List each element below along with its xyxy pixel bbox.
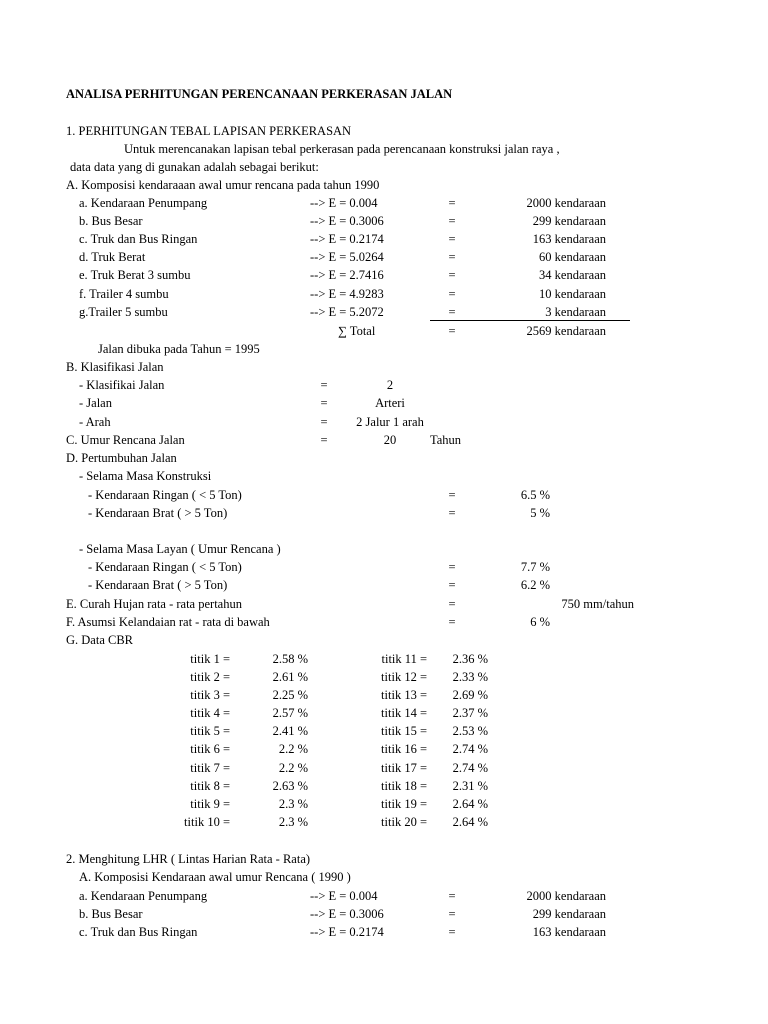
vehicle-label: b. Bus Besar [79,214,143,228]
equals-sign: = [448,214,456,228]
growth-value: 6.2 % [520,578,550,592]
cbr-point-label: titik 3 = [190,688,230,702]
equals-sign: = [448,578,456,592]
vehicle-count: 10 kendaraan [539,287,606,301]
equals-sign: = [448,488,456,502]
cbr-point-label: titik 16 = [381,742,427,756]
equals-sign: = [448,250,456,264]
road-class-value: 2 [386,378,394,392]
design-life-unit: Tahun [430,433,462,447]
cbr-point-label: titik 4 = [190,706,230,720]
section-b-title: B. Klasifikasi Jalan [66,360,164,374]
vehicle-count: 163 kendaraan [532,925,606,939]
cbr-point-label: titik 7 = [190,761,230,775]
equals-sign: = [448,615,456,629]
cbr-point-value: 2.33 % [452,670,488,684]
cbr-point-value: 2.61 % [272,670,308,684]
vehicle-count: 2000 kendaraan [526,196,606,210]
equals-sign: = [320,433,328,447]
section-g-title: G. Data CBR [66,633,134,647]
construction-period-title: - Selama Masa Konstruksi [79,469,212,483]
equals-sign: = [448,305,456,319]
vehicle-label: a. Kendaraan Penumpang [79,889,208,903]
cbr-point-label: titik 9 = [190,797,230,811]
vehicle-e-value: --> E = 0.2174 [310,925,384,939]
cbr-point-label: titik 2 = [190,670,230,684]
cbr-point-label: titik 15 = [381,724,427,738]
vehicle-label: d. Truk Berat [79,250,146,264]
cbr-point-value: 2.57 % [272,706,308,720]
equals-sign: = [448,597,456,611]
equals-sign: = [320,396,328,410]
page-title: ANALISA PERHITUNGAN PERENCANAAN PERKERASAN JALAN [66,87,453,101]
equals-sign: = [448,560,456,574]
slope-value: 6 % [530,615,550,629]
vehicle-e-value: --> E = 0.004 [310,889,378,903]
vehicle-label: f. Trailer 4 sumbu [79,287,169,301]
section-a-title: A. Komposisi kendaraaan awal umur rencana pada tahun 1990 [66,178,380,192]
vehicle-count: 299 kendaraan [532,907,606,921]
road-type-label: - Jalan [79,396,112,410]
cbr-point-value: 2.36 % [452,652,488,666]
cbr-point-label: titik 20 = [381,815,427,829]
service-period-title: - Selama Masa Layan ( Umur Rencana ) [79,542,281,556]
cbr-point-value: 2.3 % [278,797,308,811]
cbr-point-value: 2.58 % [272,652,308,666]
design-life-value: 20 [383,433,397,447]
total-count: 2569 kendaraan [526,324,606,338]
vehicle-e-value: --> E = 0.3006 [310,214,384,228]
equals-sign: = [320,378,328,392]
cbr-point-value: 2.2 % [278,761,308,775]
cbr-point-value: 2.64 % [452,815,488,829]
vehicle-label: g.Trailer 5 sumbu [79,305,168,319]
cbr-point-value: 2.63 % [272,779,308,793]
cbr-point-label: titik 11 = [381,652,427,666]
cbr-point-value: 2.69 % [452,688,488,702]
vehicle-e-value: --> E = 5.0264 [310,250,384,264]
road-type-value: Arteri [375,396,405,410]
vehicle-e-value: --> E = 0.004 [310,196,378,210]
road-class-label: - Klasifikai Jalan [79,378,165,392]
vehicle-count: 2000 kendaraan [526,889,606,903]
vehicle-count: 34 kendaraan [539,268,606,282]
vehicle-label: c. Truk dan Bus Ringan [79,925,198,939]
growth-value: 6.5 % [520,488,550,502]
section-f-title: F. Asumsi Kelandaian rat - rata di bawah [66,615,270,629]
vehicle-count: 163 kendaraan [532,232,606,246]
section-1-heading: 1. PERHITUNGAN TEBAL LAPISAN PERKERASAN [66,124,352,138]
cbr-point-value: 2.74 % [452,742,488,756]
cbr-point-value: 2.31 % [452,779,488,793]
vehicle-e-value: --> E = 0.2174 [310,232,384,246]
section-2-heading: 2. Menghitung LHR ( Lintas Harian Rata - Rata) [66,852,311,866]
total-label: ∑ Total [338,324,376,338]
vehicle-e-value: --> E = 5.2072 [310,305,384,319]
cbr-point-label: titik 8 = [190,779,230,793]
cbr-point-value: 2.25 % [272,688,308,702]
vehicle-count: 3 kendaraan [545,305,606,319]
cbr-point-label: titik 12 = [381,670,427,684]
vehicle-label: e. Truk Berat 3 sumbu [79,268,191,282]
cbr-point-value: 2.37 % [452,706,488,720]
vehicle-label: c. Truk dan Bus Ringan [79,232,198,246]
equals-sign: = [448,889,456,903]
growth-label: - Kendaraan Brat ( > 5 Ton) [88,578,228,592]
cbr-point-value: 2.2 % [278,742,308,756]
cbr-point-value: 2.74 % [452,761,488,775]
vehicle-count: 299 kendaraan [532,214,606,228]
vehicle-e-value: --> E = 2.7416 [310,268,384,282]
growth-value: 5 % [530,506,550,520]
cbr-point-value: 2.41 % [272,724,308,738]
cbr-point-label: titik 18 = [381,779,427,793]
equals-sign: = [448,907,456,921]
section-c-title: C. Umur Rencana Jalan [66,433,185,447]
total-divider [430,320,630,321]
equals-sign: = [448,268,456,282]
cbr-point-label: titik 5 = [190,724,230,738]
vehicle-e-value: --> E = 4.9283 [310,287,384,301]
direction-label: - Arah [79,415,111,429]
cbr-point-label: titik 17 = [381,761,427,775]
cbr-point-value: 2.53 % [452,724,488,738]
section-d-title: D. Pertumbuhan Jalan [66,451,177,465]
equals-sign: = [448,287,456,301]
intro-line-2: data data yang di gunakan adalah sebagai berikut: [70,160,319,174]
cbr-point-label: titik 1 = [190,652,230,666]
opening-year-note: Jalan dibuka pada Tahun = 1995 [98,342,260,356]
cbr-point-value: 2.64 % [452,797,488,811]
direction-value: 2 Jalur 1 arah [356,415,424,429]
growth-label: - Kendaraan Ringan ( < 5 Ton) [88,488,242,502]
intro-line-1: Untuk merencanakan lapisan tebal perkerasan pada perencanaan konstruksi jalan raya , [124,142,560,156]
growth-value: 7.7 % [520,560,550,574]
vehicle-count: 60 kendaraan [539,250,606,264]
growth-label: - Kendaraan Ringan ( < 5 Ton) [88,560,242,574]
vehicle-label: a. Kendaraan Penumpang [79,196,208,210]
section-e-title: E. Curah Hujan rata - rata pertahun [66,597,242,611]
equals-sign: = [448,196,456,210]
equals-sign: = [448,925,456,939]
rainfall-value: 750 mm/tahun [561,597,634,611]
cbr-point-label: titik 19 = [381,797,427,811]
equals-sign: = [320,415,328,429]
vehicle-label: b. Bus Besar [79,907,143,921]
cbr-point-label: titik 6 = [190,742,230,756]
growth-label: - Kendaraan Brat ( > 5 Ton) [88,506,228,520]
cbr-point-label: titik 10 = [184,815,230,829]
cbr-point-label: titik 14 = [381,706,427,720]
equals-sign: = [448,506,456,520]
cbr-point-value: 2.3 % [278,815,308,829]
equals-sign: = [448,232,456,246]
section-2a-title: A. Komposisi Kendaraan awal umur Rencana ( 1990 ) [79,870,351,884]
equals-sign: = [448,324,456,338]
cbr-point-label: titik 13 = [381,688,427,702]
vehicle-e-value: --> E = 0.3006 [310,907,384,921]
